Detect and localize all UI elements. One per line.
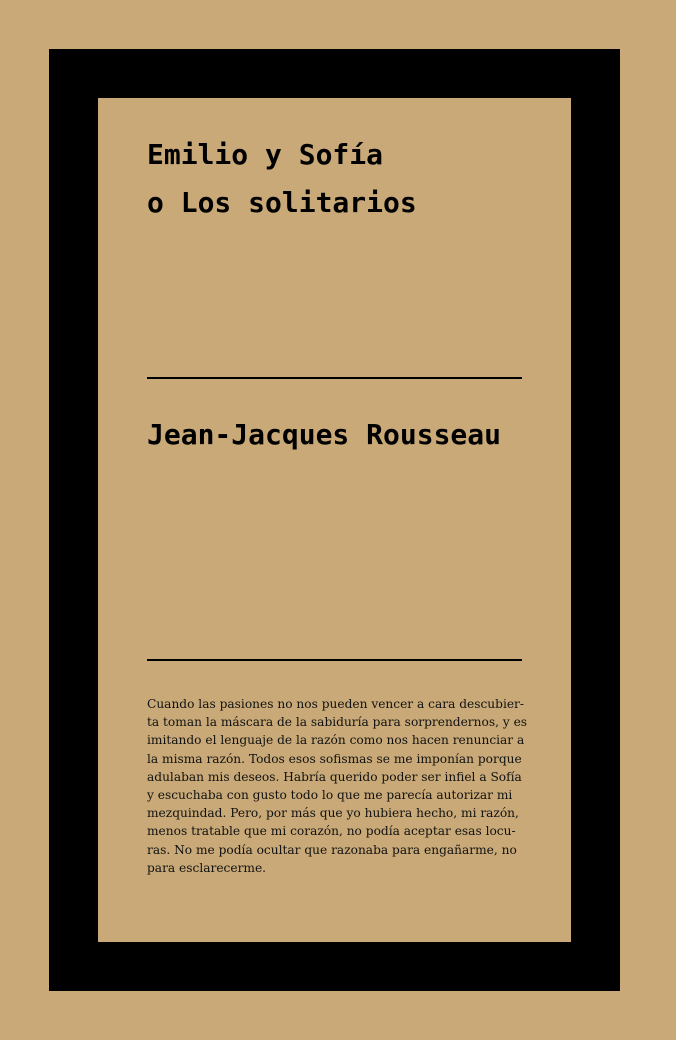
blurb-line: imitando el lenguaje de la razón como nos hacen renunciar a (147, 733, 525, 748)
lower-divider (147, 659, 522, 661)
blurb-line: Cuando las pasiones no nos pueden vencer a cara descubier- (147, 697, 525, 711)
upper-divider (147, 377, 522, 379)
blurb-line: y escuchaba con gusto todo lo que me parecía autorizar mi (147, 788, 513, 803)
blurb-line: ta toman la máscara de la sabiduría para sorprendernos, y es (147, 715, 528, 730)
blurb-line: para esclarecerme. (147, 860, 267, 875)
blurb-line: la misma razón. Todos esos sofismas se me imponían porque (147, 751, 522, 766)
book-title-line-2: o Los solitarios (147, 186, 417, 219)
blurb-line: ras. No me podía ocultar que razonaba para engañarme, no (147, 842, 517, 857)
author-name: Jean-Jacques Rousseau (147, 418, 502, 451)
blurb-line: mezquindad. Pero, por más que yo hubiera hecho, mi razón, (147, 806, 519, 821)
blurb-line: menos tratable que mi corazón, no podía aceptar esas locu- (147, 824, 516, 839)
book-title-line-1: Emilio y Sofía (147, 138, 384, 171)
blurb-line: adulaban mis deseos. Habría querido poder ser infiel a Sofía (147, 769, 522, 784)
blurb-paragraph (147, 695, 527, 877)
